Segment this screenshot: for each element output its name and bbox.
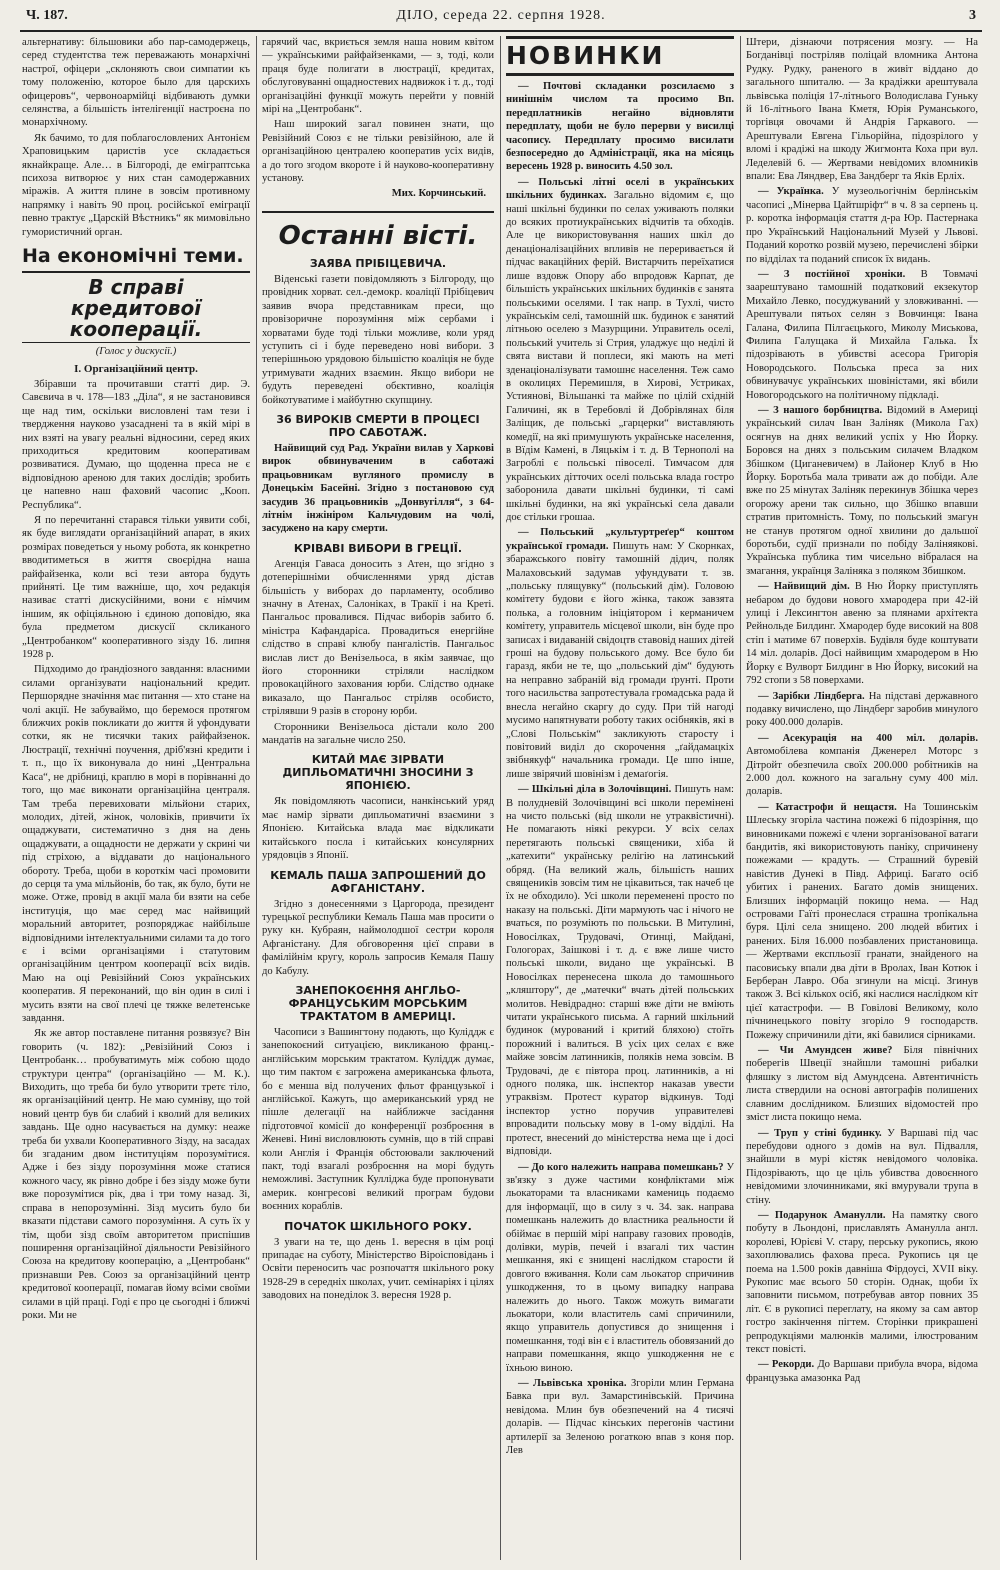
news-paragraph: Сторонники Венізельоса дістали коло 200 мандатів на загальне число 250. (262, 721, 494, 747)
news-item-text: Відомий в Америці український силач Іван Заліняк (Микола Гах) осягнув на днях великий успіх у Ню Йорку. Боровся на днях з польським силачем Владком Збішком (Циганевичем) в Лайонер Клуб в Ню Йорку. Боротьба мала тривати аж до побіди. Але вже по 25 мінутах Заліняк перекинув Збішка через огорожу арени так сильно, що Збішко впавши стратив притомність. Тому, по польський змагун не станув протягом одної хвилини до дальшої боротьби, судії признали по побіду Заліняякові. Українська публика тим чисельно вібралася на змагання, українця Заліняка з поляком Збишком. (746, 404, 978, 577)
article-subtitle: (Голос у дискусії.) (95, 346, 177, 358)
continued-paragraph: альтернативу: більшовики або пар-самодержець, серед студентства теж переважають монархічні настрої, офіцери „склоняють свои симпатии къ тому положенію, которое было для царскихъ офицеровъ“, червоноармійці відбивають думки селянства, а більшість інтелігенції настроєна по монархічному. (22, 37, 250, 129)
news-item (506, 783, 734, 1158)
column-1 (22, 36, 250, 1560)
news-item (746, 1358, 978, 1385)
news-paragraph: З уваги на те, що день 1. вересня в цім році припадає на суботу, Міністерство Віроісповідань і Освіти переносить час розпочаття шкільного року 1928-29 в середніх школах, учит. семінаріях і цілях заводових на понеділок 3. вересня 1928 р. (262, 1236, 494, 1302)
news-item-text: Пишуть нам: В полудневій Золочівщині всі школи перемінені на чисто польські (від школи не утраквістичні). Не помагають ніякі рекурси. У всіх селах перетягають польські священики, хіба й „катехити“ українську релігію на латинський обряд. (На великий жаль, більшість наших священиків зовсім тим не цікавиться, так начеб це їх не обходило). Усі школи переменені просто по наказу на польські. Діти мармують час і нічого не вчаться, по розуміють по польськи. В Митулині, Новосілках, Трудовачі, Отинці, Майдані, Гологорах, Заішкові і т. д. є вже лише чисто польські школи, видано ще українські. В Новосілках перенесена школа до тамошнього „кляштору“, де „матечки“ вчать дітей польських молитов. Невідрадно: старші вже діти не вміють читати українського письма. А гарний шкільний будинок (мурований і критий бляхою) стоїть порожний і валиться. В усіх цих селах є вже майже зовсім латинників, поляків нема зовсім. В Трудовачі, де є півтора проц. латинників, а ні одного поляка, шк. інспектор наказав увести утраквізм. Протест куратор відкинув. Тоді інспектор устно поручив управителеві впровадити польську мову в 1-ому відділі. На протест, внесений до міністерства нема ще і досі відповіди. (506, 784, 734, 1158)
news-item-text: У музеольогічнім берлінськім часописі „Мінерва Цайтшріфт“ в ч. 8 за серпень ц. р. коротка інформація стаття д-ра Юр. Пастернака про Український Національний Музей у Львові. Поданий коротко розвій музею, перечислені збірки по відділах та поданий список їх видань. (746, 186, 978, 265)
news-headline: КИТАЙ МАЄ ЗІРВАТИ ДИПЛЬОМАТИЧНІ ЗНОСИНИ З ЯПОНІЄЮ. (282, 753, 474, 793)
news-item-text: В Товмачі заарештувано тамошній податковий екзекутор Михайло Левко, посуджуваний у зловживанні. — Арештували пятьох селян з Вовчинця: Івана Галана, Филипа Пілгаєцького, Миколу Миськова, Филипа Галущака й Михайла Галька. Їх підозрівають в убивстві асесора Григорія Новородського. Польська преса за них обвинувачує українських шовіністами, які вбили Новогородського на політичному підкладі. (746, 268, 978, 401)
news-item-text: У Варшаві під час перебудови одного з домів на вул. Підвалля, знайшли в мурі кістяк невідомого чоловіка. Підозрівають, що це ціль убивства довоєнного невідомими злочинниками, які вмурували трупа в стіну. (746, 1127, 978, 1206)
article-paragraph: Я по перечитанні старався тільки уявити собі, як буде виглядати організаційний апарат, в яких розмірах поведеться у ньому робота, як конкретно вводитиметься в життя своєрідна наша райфайзенка, коли всі тези автора будуть прийняті. Це тим важніше, що, хоч редакція називає статті дискусійними, вони є німчим іншим, як офіціяльною і єдиною доповідю, яка була предметом дискусії скликаного „Центробанком“ кооперативного зізду 16. липня 1928 р. (22, 514, 250, 661)
page-number: 3 (969, 8, 976, 23)
column-rule (500, 36, 501, 1560)
news-item-lead: — Польський „культуртреґер“ коштом української громади. (506, 527, 734, 552)
news-item (746, 1209, 978, 1356)
news-item-lead: — До кого належить направа помешкань? (518, 1161, 724, 1173)
author-signature: Мих. Корчинський. (391, 188, 486, 200)
news-item-text: На Тошинськім Шлеську згоріла частина пожежі 6 підозріння, що виновниками пожежі є члени зорганізованої ватаги бандитів, які використовують паніку, спричинену пожежами — крадуть. — Страшний буревій навістив Дунекі в Півд. Африці. Багато осіб убитих і ранених. Багато домів знищених. Близших інформацій покищо нема. — Над островами Гаїті пронеслася страшна тропікальна буря. Цілі села знищено. 200 людей вбитих і ранених. Біля 16.000 позбавлених пристановища. — Жертвами експльозії гранати, знайденого на пасовиську впали два діти в Вролах, Іван Котюк і Берберан Лавро. Оба згинули на місці. Згинув також З. Всі кількох осіб, які наслися наслідком кіт цієї катастрофи. — В Говілові Великому, коло пічнинецького повіту згоріло 9 господарств. Пожежу спричинили діти, які бавилися сірниками. (746, 801, 978, 1041)
news-item-text: Згоріли млин Германа Бавка при вул. Замарстинівській. Причина невідома. Млин був обезпечений на 4 тисячі доларів. — Підчас кінських перегонів частини артилерії за Зеленою рогаткою впав з коня пор. Лев (506, 1378, 734, 1457)
news-item-text: Загально відомим є, що наші шкільні будинки по селах уживають поляки до всяких протиукраїнських відчитів та обходів. Але це використовування наших шкіл до денаціоналізаційних впливів не переривається й підчас вакаційних ферій. Вистарчить переїхатися лише вздовж Опору або впродовж Карпат, де більшість українських шкільних будинків є занята польськими оселями. І так напр. в Тухлі, чисто українськім селі, тамошній шк. будинок є занятий літньою оселею з Мазурщини. Управитель оселі, польський учитель зі Стрия, уладжує що неділі й свята вистави й поплеси, які мають на меті зденаціоналізувати тамошнє населення. Теж само в околицях Перемишля, в Хирові, Устриках, Устиянові, Вільшанкі та майже по цілій східній Галичині, як в Теребовлі й Добрівлянах біля Заліщик, де польські „гарцерки“ виставляють комедії, на які примушують українське населення, в Вїдім Камені, в Ляцькім і т. д. В Тернополі на Загроблі є польські півоселі. Тимчасом для українських дітточих оселі польська влада гостро заборонила давати шкільні будинки, ті самі шкільні будинки, на які українські села давали доє стільки грошаа. (506, 190, 734, 523)
issue-date: середа 22. серпня 1928. (443, 8, 606, 23)
column-4 (746, 36, 978, 1560)
news-item-lead: — З нашого борбництва. (758, 404, 883, 416)
news-item-lead: — Подарунок Аманулли. (758, 1209, 886, 1221)
news-item-lead: — Рекорди. (758, 1359, 815, 1371)
news-section-heading: НОВИНКИ (506, 36, 734, 76)
subscription-notice: — Почтові складанки розсилаємо з нинішнім числом та просимо Вп. передплатників негайно відновляти передплату, щоби не було перерви у висилці часопису. Передплату просимо висилати безпосередно до Адміністрації, яка на місяць вересень 1928 р. виносить 4.50 зол. (506, 81, 734, 173)
column-rule (740, 36, 741, 1560)
news-item (746, 185, 978, 265)
news-item-lead: — Асекурація на 400 міл. доларів. (758, 732, 978, 744)
economic-section-heading: На економічні теми. (22, 245, 244, 268)
column-2 (262, 36, 494, 1560)
issue-number: Ч. 187. (26, 8, 68, 23)
news-item-text: Біля північних поберегів Швеції знайшли тамошні рибалки фляшку з листом від Амундсена. Автентичність листа ствердили на основі автографів полишених славним дослідником. Близших відомостей про зміст листа покищо нема. (746, 1045, 978, 1124)
news-headline: ЗАНЕПОКОЄННЯ АНГЛЬО-ФРАНЦУСЬКИМ МОРСЬКИМ ТРАКТАТОМ В АМЕРИЦІ. (288, 983, 468, 1023)
news-item (746, 732, 978, 799)
continued-paragraph: Як бачимо, то для поблагословлених Антонієм Храповицьким царистів усе складається якнайкраще. Але… в Білгороді, де еміграптська психоза витворює у них стан самодержавних міражів. А життя плине в зовсім противному напрямку і навіть 90 проц. російської еміграції певно трактує „Царскій Вѣстникъ“ як мимовільно гумористичний орган. (22, 132, 250, 238)
news-item-text: В Ню Йорку приступлять небаром до будови нового хмародера при 42-ій улиці і Лексингтон авеню за плянами архітекта Рейнольде Билдинг. Хмародер буде високий на 808 стіп і матиме 67 поверхів. Будівля буде коштувати 14 міл. доларів. Досі найвищим хмародером в Ню Йорку є Вулворт Билдинг в Ню Йорку, високий на 792 стопи з 58 поверхами. (746, 581, 978, 687)
news-item-lead: — Польські літні оселі в українських шкільних будинках. (506, 176, 734, 202)
column-3 (506, 36, 734, 1560)
news-item (746, 268, 978, 402)
news-headline: 36 ВИРОКІВ СМЕРТИ В ПРОЦЕСІ ПРО САБОТАЖ. (276, 412, 480, 439)
news-item-lead: — Українка. (758, 186, 824, 198)
news-item-lead: — Львівська хроніка. (518, 1378, 627, 1389)
news-item-text: Пишуть нам: У Скорнках, збаражського повіту тамошній дідич, поляк Малаховський задумав уфундувати т. зв. „польську плящувку“ (польський дім). Головою комітету будови є його жінка, також завзята полька, а головним ініціятором і керманичем комітету, управитель місцевої школи, він буде про записах і видаваній свідоцтв ставовід наших дітей гроші на будову польського дому. Все було би гаразд, якби не те, що „польський дім“ будують на неправно забраній від громади ґрунті. Проти того насильства запротестувала громадська рада й внесла негайно скаргу до суду. При тій нагоді мусимо напятнувати роботу таких осібняків, які в „Слові Польськім“ закликують старосту і повітовий виділ до скорочення „ґайдамацкіх звібнякуф“ начальника громади. Це шпо інше, лише звірячий шовінізм і демаґогія. (506, 540, 734, 780)
news-headline: КЕМАЛЬ ПАША ЗАПРОШЕНИЙ ДО АФГАНІСТАНУ. (270, 868, 486, 895)
news-item (746, 801, 978, 1042)
news-item-text: На памятку свого побуту в Льондоні, приславлять Аманулла англ. королеві, Юрієві V. стару, перську рукопись, якою захоплювались фахова преса. Рукопись ця це поема на 1.500 років давніша Фірдоусі, XVII віку. Рукопис має всього 50 сторін. Однак, щоби їх заповнити письмом, потребував автор повних 35 літ. Є в рукописі переглату, на якому за сам автор гостро закінчення пігтем. Сторінки прикрашені репродукціями малюнків малими, ілюстрованим текст повісті. (746, 1209, 978, 1355)
article-paragraph: Підходимо до ґрандіозного завдання: власними силами організувати національний кредит. Першорядне значіння має питання — хто стане на чолі акції. Не забуваймо, що беремося протягом ближчих років покликати до життя й уфондувати сотки, як не тисячки таких райфайзенок. Люстрації, технічні поучення, дріб'язні кредити і т. п., що їх виконувала до нині „Центральна Каса“, не дрібниці, краплю в морі в порівнанні до того, що має виконати організаційна централя. Там треба перевиховати мільйони старих, молодих, дітей, жінок, чоловіків, привчити їх ощаджувати, систематично з дня на день ощаджувати, а ощадности не держати у скрині чи під стріхою, а віддавати до національного обороту. Треба, щоби в короткім часі промовити до серця та ума мільйонів, бо так, як було, бути не може. Отже, провід в акції мала би взяти на себе інституція, що має серед мас найвищий моральний авторитет, розпоряджає найбільше відповідними інтелектуальними силами та до того є і всіми організаціями і статутовим організаційним центром кооперації всіх видів. Маю на оці Ревізійний Союз українських кооператив. Я переконаний, що він один в силі і мусить взяти на свої плечі це тяжке велетенське завдання. (22, 664, 250, 1024)
newspaper-title: ДІЛО, (396, 8, 439, 23)
news-headline: ЗАЯВА ПРІБІЦЕВИЧА. (309, 256, 447, 270)
continued-paragraph: Наш широкий загал повинен знати, що Ревізійний Союз є не тільки ревізійною, але й організаційною централею кооператив усіх видів, а до того згодом вкороте і й науково-кооперативну установу. (262, 119, 494, 185)
news-paragraph: Як повідомляють часописи, нанкінський уряд має намір зірвати дипльоматичні взаємини з Японією. Китайська влада має відкликати китайського посла і китайських консулярних урядовців з Японії. (262, 796, 494, 862)
news-item-lead: — Шкільні діла в Золочівщині. (518, 784, 672, 796)
news-item (506, 176, 734, 525)
article-headline: В справі кредитової кооперації. (22, 271, 250, 343)
news-item (506, 1377, 734, 1457)
news-item (746, 1127, 978, 1207)
continued-paragraph: Штери, дізнаючи потрясения мозгу. — На Богданівці постріляв поліцай вломника Антона Рудку. Рудку, раненого в живіт віддано до загального шпиталю. — За крадіжки арештувала львівська поліція 17-літнього Володислава Гуньку й 16-літнього Івана Кметя, Юрія Руманського, торгівця овочами й Андрія Гаркавого. — Арештували Евгена Гільорійна, підозрілого у вломі і крадіжі на шкоду Жигмонта Коха при вул. Леделевій 6. — Жертвами невідомих вломників впали: Ева Ляндвер, Ева Зандберг та Якiв Ерліх. (746, 37, 978, 183)
news-item (746, 1044, 978, 1124)
article-paragraph: Збіравши та прочитавши статті дир. Э. Савєвича в ч. 178—183 „Діла“, я не застановився ще над тим, оскільки висловлені там тези і твердження науково узасаднені та в якій мірі в них взяті на увагу реальні відносини, серед яких приходиться кредитовим кооперативам розвиватися. Думаю, що щоденна преса не є відповідною ареною для таких дослідів; зробить це напевно наш фаховий часопис „Кооп. Республика“. (22, 378, 250, 511)
news-item (746, 404, 978, 578)
news-item (746, 580, 978, 687)
news-item-lead: — Катастрофи й нещастя. (758, 801, 897, 813)
news-item-text: На підставі державного подавку вичислено, що Ліндберг заробив минулого року 400.000 доларів. (746, 690, 978, 729)
news-paragraph: Часописи з Вашингтону подають, що Куліддж є занепокоєний ситуацією, викликаною франц.-англійським морським трактатом. Куліддж думає, що тим пактом є загрожена американська фльота, бо є менша від получених фльот французької і англійської. Кажуть, що американський уряд не пішле делегації на найближче засідання підготовчої комісії до конференції розброєння в Женеві. Нині висловлюють сумнів, що в тій справі коли Англія і Франція обстоювали заключений пакт, тоді взагалі розброєння на морі будуть неможливі. Заступник Кулліджа буде пропонувати америк. конгресові великий програм будови воєнних кораблів. (262, 1026, 494, 1213)
article-paragraph: Як же автор поставлене питання розвязує? Він говорить (ч. 182): „Ревізійний Союз і Центробанк… пробуватимуть між собою щодо структури центра“ (організаційно — М. К.). Виходить, що треба би було утворити третє тіло, як організаційний центр. Не маю сумніву, що той новий центр був би слабий і кволий для великих завдань. Ще одно насувається на думку: неаже треба би ухвали Кооперативного Зізду, на засадах би згаданим двом інституціям порозумітися. Адже і без зізду порозуміння може статися кожного часу, як рівно добре і без зізду може бути вже порозумітися рік, два і три тому назад. Зі, справа в непорозумінні. Зізд мусить було би вказати підстави самого порозуміння. А суть їх у тім, щоби зізд своїм авторитетом приспішив поширення організаційної діяльности Ревізійного Союза на кредитову кооперацію, а „Центробанк“ признавши Рев. Союз за організаційний центр кредитової кооперації, помагав йому всіми своїми силами в цій праці. Годі є про це сьогодні і ближчі роки. Ми не (22, 1028, 250, 1321)
news-item (746, 690, 978, 730)
news-paragraph: Згідно з донесеннями з Царгорода, президент турецької республики Кемаль Паша мав просити о руку кн. Кубраян, наймолодшої сестри короля Афганістану. Для обговорення цієї справи в фамілійнім кругу, король запросив Кемаля Пашу до Кабулу. (262, 898, 494, 977)
news-paragraph: Найвищий суд Рад. України вилав у Харкові вирок обвинуваченим в саботажі працьовникам вугляного промислу в Донецькім Басейні. Згідно з постановою суд засудив 36 працьовників „Донвугілля“, з 64-літнім інжініром Кальчудовим на чолі, засуджено на кару смерти. (262, 442, 494, 535)
news-headline: КРІВАВІ ВИБОРИ В ГРЕЦІЇ. (293, 541, 463, 555)
continued-paragraph: гарячий час, вкриється земля наша новим квітом — українськими райфайзенками, — з, тоді, коли праця буде полигати в люстрації, кредитах, обслуговуванні ощадностевих надвижок і т. д., тоді організаційні функції можуть перейти у повній мірі на „Центробанк“. (262, 37, 494, 116)
news-item-text: Автомобілева компанія Дженерел Моторс з Дітройт обезпечила своїх 200.000 робітників на 2.000 дол. кожного на загальну суму 400 міл. доларів. (746, 746, 978, 798)
news-item-text: До Варшави прибула вчора, відома французька амазонка Рад (746, 1359, 978, 1384)
article-subheading: I. Організаційний центр. (74, 362, 198, 375)
news-paragraph: Агенція Гаваса доносить з Атен, що згідно з дотеперішніми обчисленнями уряд дістав більшість у виборах до парламенту, особливо значну в Атенах, Салоніках, в Тракії і на Креті. Пангальос провалився. Підчас виборів забито б. міністра Кафандаріса. Провадиться енергійне слідство в справі клюбу пангалістів. Пангальос вислав лист до Венізельоса, в якім заявчає, що його сторонники стріляли наслідком провокаційного захования юрби. Слідство однаке виказало, що Пангальос стріляв особисто, стрілявши 9 разів в сторону юрби. (262, 558, 494, 718)
news-item (506, 1161, 734, 1376)
news-item-lead: — З постійної хроніки. (758, 268, 906, 280)
masthead-title-date (20, 8, 982, 24)
news-item-text: У зв'язку з дуже частими конфліктами між льокаторами та власниками камениць подаємо для інформації, що в силу з ч. 34. зак. направа помешкань належить до властника реальности й обіймає в першій мірі направу газових проводів, долівки, мурів, печей і взагалі тих частин мешкання, які є знищені наслідком старости й довгого вживання. Коли сам льокатор спричинив ушкодження, то в цьому випадку направа належить до нього. Також можуть вимагати льокатори, коли властитель самі спричинили, якщо управитель допустився до знищення і помешкання, тоді він є і властитель обовязаний до направи помешкання, якщо ушкодження не є їхньою виною. (506, 1161, 734, 1374)
news-item-lead: — Чи Амундсен живе? (758, 1045, 893, 1057)
news-paragraph: Віденські газети повідомляють з Білгороду, що провідник хорват. сел.-демокр. коаліції Прібіцевич заявив вчора представникам преси, що провізоричне порозуміння між сербами і хорватами буде тоді тільки можливе, коли уряд уступить сі і буде переведено нові вибори. З теперішньою урядовою більшістю коаліція не буде утримувати жадних взаємин. Якщо вибори не будуть переведені обєктивно, коаліція бойкотуватиме і майбутню скупщину. (262, 273, 494, 406)
news-headline: ПОЧАТОК ШКІЛЬНОГО РОКУ. (284, 1219, 472, 1233)
news-item (506, 526, 734, 781)
masthead (20, 6, 982, 32)
news-item-lead: — Найвищий дім. (758, 581, 850, 593)
news-item-lead: — Зарібки Ліндберга. (758, 690, 865, 702)
latest-news-heading: Останні вісті. (262, 211, 494, 251)
column-rule (256, 36, 257, 1560)
news-item-lead: — Труп у стіні будинку. (758, 1127, 882, 1139)
